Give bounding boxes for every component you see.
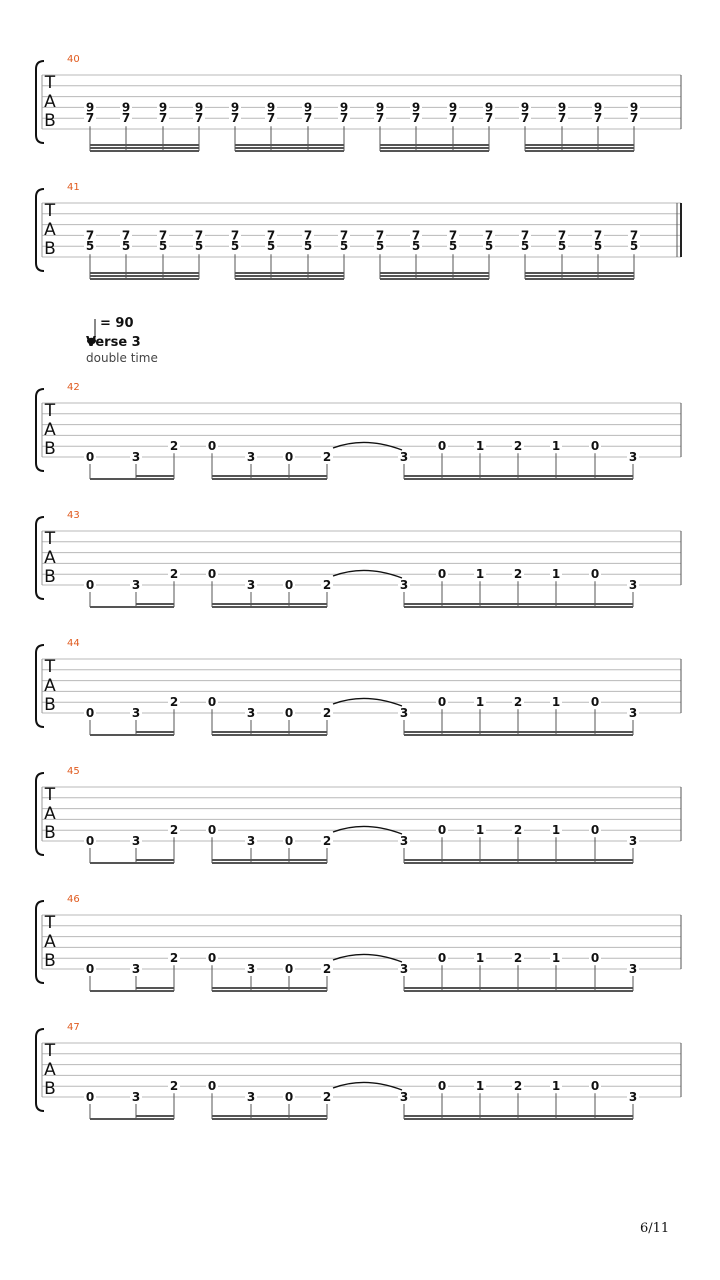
tab-clef-letter: B — [44, 823, 56, 843]
fret-number: 2 — [322, 962, 332, 976]
tab-clef-letter: A — [44, 92, 56, 112]
fret-number: 7 — [230, 228, 240, 243]
fret-number: 1 — [475, 823, 485, 838]
fret-number: 0 — [437, 439, 447, 454]
tab-clef-letter: T — [44, 657, 56, 677]
fret-number: 0 — [284, 706, 294, 720]
fret-number: 0 — [437, 695, 447, 710]
fret-number: 3 — [628, 450, 638, 464]
tab-clef-letter: T — [44, 201, 56, 221]
fret-number: 3 — [628, 962, 638, 976]
fret-number: 5 — [230, 239, 240, 254]
fret-number: 1 — [551, 439, 561, 454]
system-bracket — [36, 389, 44, 471]
tab-clef-letter: T — [44, 785, 56, 805]
fret-number: 3 — [399, 578, 409, 592]
fret-number: 2 — [322, 834, 332, 848]
fret-number: 7 — [266, 111, 276, 126]
fret-number: 3 — [399, 834, 409, 848]
measure-number: 45 — [67, 766, 80, 777]
tab-clef-letter: B — [44, 439, 56, 459]
tab-clef-letter: B — [44, 1079, 56, 1099]
tab-system — [36, 382, 681, 479]
fret-number: 5 — [520, 239, 530, 254]
fret-number: 7 — [411, 111, 421, 126]
system-bracket — [36, 1029, 44, 1111]
fret-number: 1 — [551, 951, 561, 966]
fret-number: 3 — [399, 450, 409, 464]
tab-clef-letter: B — [44, 951, 56, 971]
fret-number: 7 — [339, 228, 349, 243]
fret-number: 0 — [437, 1079, 447, 1094]
fret-number: 0 — [85, 450, 95, 464]
tab-system — [36, 894, 681, 991]
fret-number: 9 — [194, 100, 204, 115]
fret-number: 9 — [85, 100, 95, 115]
fret-number: 0 — [590, 567, 600, 582]
fret-number: 7 — [339, 111, 349, 126]
fret-number: 3 — [246, 834, 256, 848]
tab-clef-letter: A — [44, 1060, 56, 1080]
fret-number: 0 — [284, 1090, 294, 1104]
system-bracket — [36, 61, 44, 143]
fret-number: 1 — [475, 951, 485, 966]
fret-number: 3 — [246, 450, 256, 464]
fret-number: 5 — [375, 239, 385, 254]
section-label: Verse 3 — [86, 335, 141, 350]
fret-number: 2 — [169, 695, 179, 710]
fret-number: 5 — [194, 239, 204, 254]
tab-system — [36, 766, 681, 863]
fret-number: 5 — [629, 239, 639, 254]
fret-number: 3 — [131, 706, 141, 720]
fret-number: 9 — [520, 100, 530, 115]
fret-number: 0 — [590, 695, 600, 710]
tab-clef-letter: B — [44, 695, 56, 715]
fret-number: 7 — [448, 228, 458, 243]
fret-number: 5 — [593, 239, 603, 254]
fret-number: 3 — [628, 1090, 638, 1104]
fret-number: 7 — [375, 111, 385, 126]
fret-number: 2 — [513, 695, 523, 710]
fret-number: 3 — [131, 578, 141, 592]
system-bracket — [36, 517, 44, 599]
tab-clef-letter: B — [44, 239, 56, 259]
fret-number: 0 — [207, 1079, 217, 1094]
fret-number: 9 — [158, 100, 168, 115]
fret-number: 2 — [169, 1079, 179, 1094]
fret-number: 5 — [411, 239, 421, 254]
fret-number: 0 — [207, 695, 217, 710]
fret-number: 3 — [399, 1090, 409, 1104]
fret-number: 7 — [557, 111, 567, 126]
fret-number: 9 — [230, 100, 240, 115]
fret-number: 5 — [121, 239, 131, 254]
fret-number: 2 — [322, 706, 332, 720]
fret-number: 7 — [593, 111, 603, 126]
fret-number: 9 — [484, 100, 494, 115]
tab-clef-letter: A — [44, 932, 56, 952]
fret-number: 0 — [437, 951, 447, 966]
fret-number: 2 — [513, 951, 523, 966]
fret-number: 3 — [131, 962, 141, 976]
fret-number: 5 — [448, 239, 458, 254]
fret-number: 0 — [284, 834, 294, 848]
measure-number: 47 — [67, 1022, 80, 1033]
fret-number: 2 — [169, 567, 179, 582]
fret-number: 7 — [158, 111, 168, 126]
fret-number: 2 — [513, 1079, 523, 1094]
fret-number: 9 — [375, 100, 385, 115]
system-bracket — [36, 901, 44, 983]
tab-clef-letter: T — [44, 73, 56, 93]
fret-number: 9 — [629, 100, 639, 115]
fret-number: 1 — [551, 695, 561, 710]
fret-number: 5 — [158, 239, 168, 254]
fret-number: 7 — [484, 228, 494, 243]
fret-number: 2 — [322, 450, 332, 464]
fret-number: 3 — [131, 450, 141, 464]
fret-number: 3 — [246, 962, 256, 976]
fret-number: 0 — [85, 1090, 95, 1104]
fret-number: 7 — [593, 228, 603, 243]
fret-number: 5 — [484, 239, 494, 254]
fret-number: 0 — [590, 439, 600, 454]
fret-number: 5 — [557, 239, 567, 254]
tab-clef-letter: A — [44, 420, 56, 440]
fret-number: 2 — [169, 439, 179, 454]
fret-number: 1 — [475, 1079, 485, 1094]
fret-number: 3 — [628, 706, 638, 720]
fret-number: 5 — [303, 239, 313, 254]
fret-number: 3 — [131, 834, 141, 848]
fret-number: 3 — [399, 706, 409, 720]
fret-number: 7 — [121, 228, 131, 243]
fret-number: 7 — [375, 228, 385, 243]
tab-system — [36, 638, 681, 735]
fret-number: 2 — [513, 823, 523, 838]
fret-number: 9 — [411, 100, 421, 115]
fret-number: 9 — [303, 100, 313, 115]
fret-number: 3 — [246, 1090, 256, 1104]
fret-number: 9 — [121, 100, 131, 115]
tab-system — [36, 182, 681, 279]
fret-number: 3 — [628, 834, 638, 848]
fret-number: 2 — [322, 578, 332, 592]
fret-number: 7 — [266, 228, 276, 243]
fret-number: 1 — [475, 695, 485, 710]
fret-number: 7 — [121, 111, 131, 126]
fret-number: 7 — [85, 111, 95, 126]
fret-number: 7 — [448, 111, 458, 126]
fret-number: 9 — [339, 100, 349, 115]
fret-number: 7 — [484, 111, 494, 126]
fret-number: 2 — [513, 439, 523, 454]
tab-clef-letter: A — [44, 548, 56, 568]
fret-number: 7 — [158, 228, 168, 243]
fret-number: 7 — [85, 228, 95, 243]
page-number: 6/11 — [640, 1221, 670, 1236]
fret-number: 3 — [628, 578, 638, 592]
fret-number: 0 — [85, 962, 95, 976]
fret-number: 0 — [85, 834, 95, 848]
fret-number: 7 — [303, 228, 313, 243]
tempo-marking: = 90 — [100, 316, 134, 331]
fret-number: 0 — [207, 823, 217, 838]
fret-number: 0 — [437, 823, 447, 838]
tab-clef-letter: B — [44, 567, 56, 587]
fret-number: 0 — [590, 823, 600, 838]
fret-number: 9 — [557, 100, 567, 115]
tab-clef-letter: A — [44, 804, 56, 824]
fret-number: 7 — [629, 228, 639, 243]
fret-number: 0 — [85, 706, 95, 720]
fret-number: 3 — [131, 1090, 141, 1104]
fret-number: 7 — [194, 111, 204, 126]
fret-number: 9 — [593, 100, 603, 115]
system-bracket — [36, 189, 44, 271]
fret-number: 9 — [448, 100, 458, 115]
fret-number: 5 — [85, 239, 95, 254]
system-bracket — [36, 773, 44, 855]
tab-clef-letter: T — [44, 913, 56, 933]
fret-number: 1 — [551, 823, 561, 838]
fret-number: 0 — [284, 450, 294, 464]
fret-number: 2 — [169, 823, 179, 838]
fret-number: 0 — [590, 951, 600, 966]
fret-number: 0 — [284, 578, 294, 592]
tab-clef-letter: T — [44, 1041, 56, 1061]
fret-number: 5 — [339, 239, 349, 254]
measure-number: 46 — [67, 894, 80, 905]
measure-number: 42 — [67, 382, 80, 393]
fret-number: 7 — [230, 111, 240, 126]
fret-number: 0 — [85, 578, 95, 592]
tab-system — [36, 54, 681, 151]
fret-number: 7 — [557, 228, 567, 243]
fret-number: 3 — [246, 578, 256, 592]
fret-number: 0 — [207, 439, 217, 454]
fret-number: 1 — [551, 1079, 561, 1094]
fret-number: 0 — [437, 567, 447, 582]
fret-number: 0 — [284, 962, 294, 976]
fret-number: 1 — [475, 567, 485, 582]
fret-number: 5 — [266, 239, 276, 254]
fret-number: 0 — [590, 1079, 600, 1094]
fret-number: 2 — [169, 951, 179, 966]
fret-number: 7 — [303, 111, 313, 126]
fret-number: 1 — [551, 567, 561, 582]
fret-number: 3 — [399, 962, 409, 976]
fret-number: 7 — [194, 228, 204, 243]
tab-system — [36, 510, 681, 607]
fret-number: 7 — [520, 228, 530, 243]
fret-number: 7 — [411, 228, 421, 243]
fret-number: 9 — [266, 100, 276, 115]
tab-clef-letter: A — [44, 220, 56, 240]
fret-number: 0 — [207, 951, 217, 966]
measure-number: 44 — [67, 638, 80, 649]
fret-number: 1 — [475, 439, 485, 454]
fret-number: 2 — [322, 1090, 332, 1104]
tab-clef-letter: T — [44, 529, 56, 549]
measure-number: 40 — [67, 54, 80, 65]
fret-number: 7 — [629, 111, 639, 126]
measure-number: 41 — [67, 182, 80, 193]
fret-number: 3 — [246, 706, 256, 720]
measure-number: 43 — [67, 510, 80, 521]
tab-system — [36, 1022, 681, 1119]
fret-number: 0 — [207, 567, 217, 582]
system-bracket — [36, 645, 44, 727]
tab-clef-letter: T — [44, 401, 56, 421]
fret-number: 7 — [520, 111, 530, 126]
tab-clef-letter: A — [44, 676, 56, 696]
performance-direction: double time — [86, 351, 158, 365]
fret-number: 2 — [513, 567, 523, 582]
tab-clef-letter: B — [44, 111, 56, 131]
